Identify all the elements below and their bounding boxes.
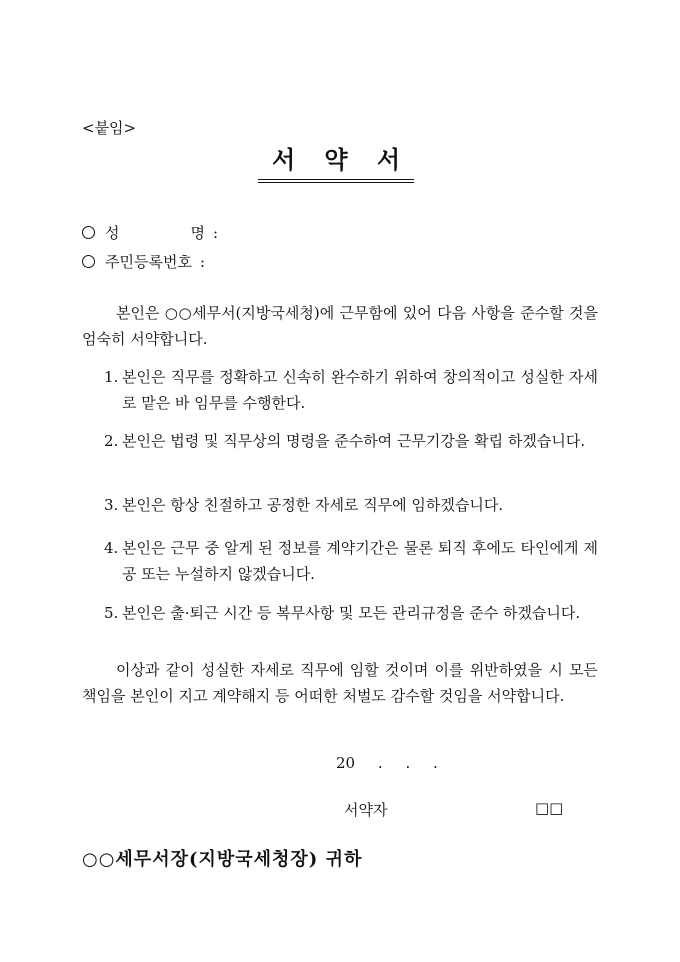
closing-paragraph: 이상과 같이 성실한 자세로 직무에 임할 것이며 이를 위반하였을 시 모든 책임을 본인이 지고 계약해지 등 어떠한 처벌도 감수할 것임을 서약합니다. — [82, 661, 598, 705]
addressee: ○○세무서장(지방국세청장) 귀하 — [82, 849, 363, 870]
title-underline-second — [258, 182, 414, 183]
resident-id-label: 주민등록번호 — [105, 253, 192, 271]
item-number: 1. — [104, 368, 119, 386]
date-line — [336, 754, 456, 772]
signer-label: 서약자 — [344, 801, 388, 819]
item-text: 본인은 출·퇴근 시간 등 복무사항 및 모든 관리규정을 준수 하겠습니다. — [122, 604, 581, 622]
pledge-item — [104, 492, 598, 518]
attachment-label: <붙임> — [82, 119, 137, 137]
item-number: 2. — [104, 432, 119, 450]
signer-name-placeholder: □□ — [535, 799, 564, 817]
intro-paragraph: 본인은 ○○세무서(지방국세청)에 근무함에 있어 다음 사항을 준수할 것을 엄숙히 서약합니다. — [82, 304, 598, 348]
item-text: 본인은 직무를 정확하고 신속히 완수하기 위하여 창의적이고 성실한 자세로 맡은 바 임무를 수행한다. — [122, 368, 598, 412]
date-separator: . — [405, 754, 411, 772]
title-char: 서 — [272, 145, 296, 174]
date-separator: . — [433, 754, 438, 772]
item-text: 본인은 근무 중 알게 된 정보를 계약기간은 물론 퇴직 후에도 타인에게 제공 또는 누설하지 않겠습니다. — [122, 539, 598, 583]
title-underline — [258, 179, 414, 180]
item-number: 3. — [104, 496, 119, 514]
resident-id-colon: : — [199, 252, 206, 271]
pledge-item — [104, 428, 598, 454]
resident-id-field — [82, 251, 205, 272]
name-field — [82, 222, 218, 243]
name-label: 성 명 — [105, 224, 205, 242]
title-char: 약 — [324, 145, 348, 174]
circle-bullet-icon — [82, 255, 95, 268]
circle-bullet-icon — [82, 226, 95, 239]
item-number: 5. — [104, 604, 119, 622]
document-title — [258, 145, 414, 183]
pledge-item — [104, 600, 598, 626]
item-text: 본인은 항상 친절하고 공정한 자세로 직무에 임하겠습니다. — [122, 496, 504, 514]
date-year: 20 — [336, 754, 356, 772]
pledge-item — [104, 364, 598, 416]
title-char: 서 — [376, 145, 400, 174]
date-separator: . — [377, 754, 383, 772]
pledge-item — [104, 535, 598, 587]
name-colon: : — [213, 223, 219, 242]
item-text: 본인은 법령 및 직무상의 명령을 준수하여 근무기강을 확립 하겠습니다. — [122, 432, 586, 450]
item-number: 4. — [104, 539, 119, 557]
